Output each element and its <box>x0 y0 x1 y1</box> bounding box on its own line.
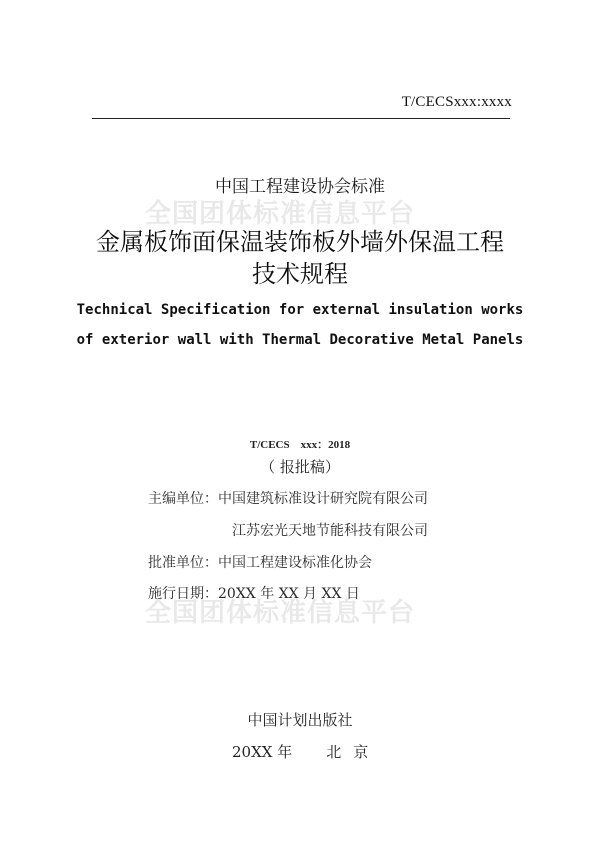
header-rule <box>92 118 510 119</box>
title-cn-line-2: 技术规程 <box>252 260 348 288</box>
chief-editor-label: 主编单位： <box>148 491 218 507</box>
watermark-bottom: 全国团体标准信息平台 <box>144 598 415 628</box>
standard-code: T/CECSxxx:xxxx <box>401 94 512 110</box>
publication-footer <box>232 741 368 762</box>
association-standard-label: 中国工程建设协会标准 <box>215 177 385 197</box>
effective-date-label: 施行日期： <box>148 586 218 602</box>
approval-row <box>148 552 372 572</box>
footer-year: 20XX 年 <box>232 743 293 761</box>
approval-label: 批准单位： <box>148 555 218 571</box>
effective-date: 20XX 年 XX 月 XX 日 <box>218 586 360 602</box>
publisher: 中国计划出版社 <box>247 711 353 729</box>
footer-city-2: 京 <box>353 743 369 761</box>
document-title-cn <box>0 226 600 290</box>
chief-editor-row <box>148 488 428 508</box>
chief-editor-row-2 <box>232 520 428 540</box>
chief-editor-unit-1: 中国建筑标准设计研究院有限公司 <box>218 491 428 507</box>
document-code: T/CECS xxx：2018 <box>249 439 351 451</box>
title-en-line-2: of exterior wall with Thermal Decorative Metal Panels <box>76 332 524 348</box>
title-en-line-1: Technical Specification for external insulation works <box>76 302 524 318</box>
approval-unit: 中国工程建设标准化协会 <box>218 555 372 571</box>
title-cn-line-1: 金属板饰面保温装饰板外墙外保温工程 <box>96 228 504 256</box>
document-title-en <box>0 295 600 355</box>
watermark-top: 全国团体标准信息平台 <box>144 199 415 229</box>
chief-editor-unit-2: 江苏宏光天地节能科技有限公司 <box>232 523 428 539</box>
draft-status: （ 报批稿） <box>260 458 340 476</box>
footer-city-1: 北 <box>326 743 342 761</box>
